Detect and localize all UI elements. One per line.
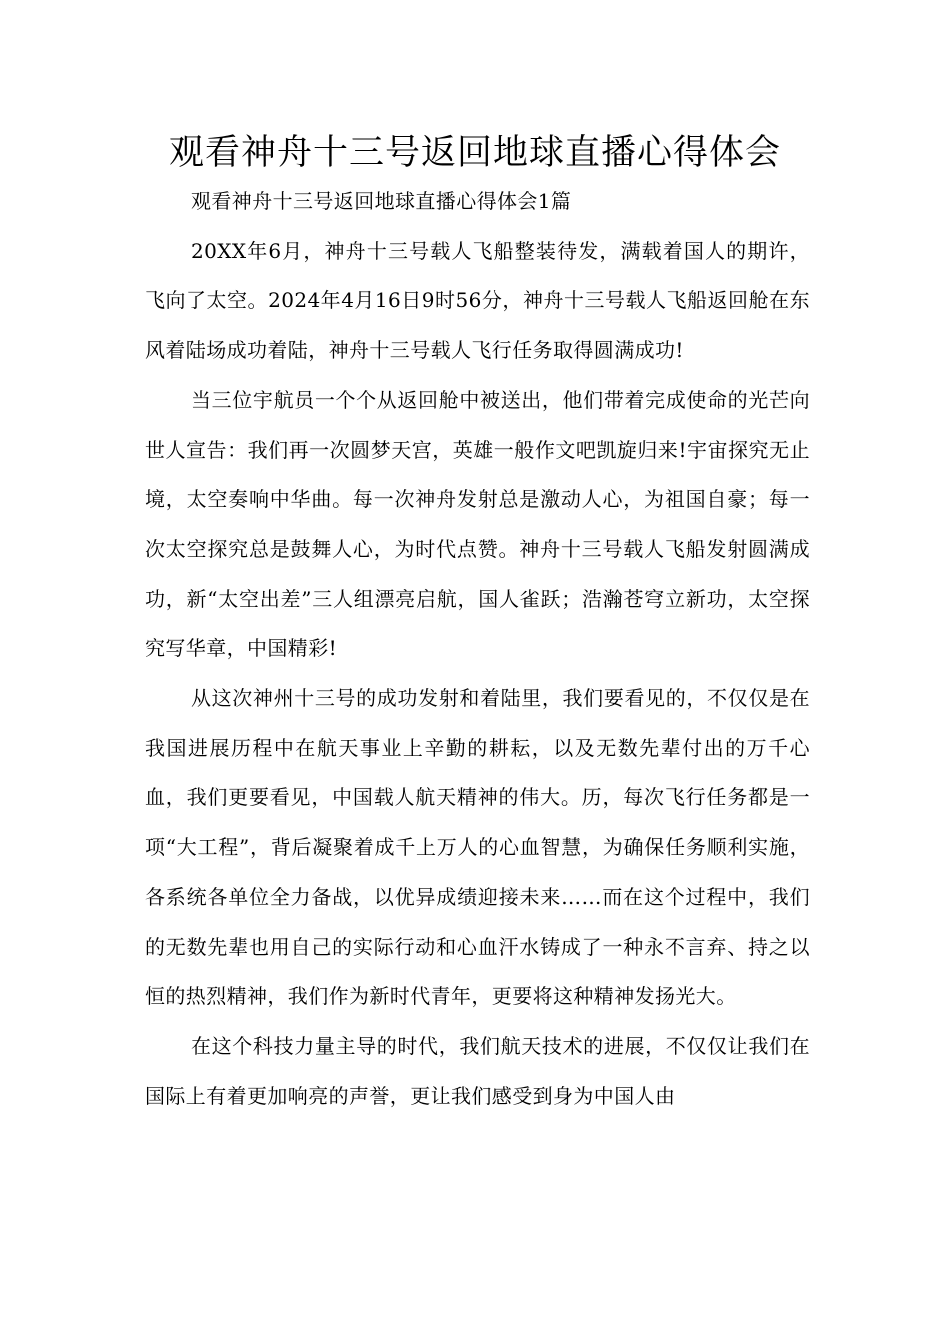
paragraph: 在这个科技力量主导的时代，我们航天技术的进展，不仅仅让我们在国际上有着更加响亮的声誉，更让我们感受到身为中国人由 — [145, 1033, 810, 1108]
document-title: 观看神舟十三号返回地球直播心得体会 — [168, 133, 781, 173]
paragraph: 从这次神州十三号的成功发射和着陆里，我们要看见的，不仅仅是在我国进展历程中在航天事业上辛勤的耕耘，以及无数先辈付出的万千心血，我们更要看见，中国载人航天精神的伟大。历，每次飞行任务都是一项“大工程”，背后凝聚着成千上万人的心血智慧，为确保任务顺利实施，各系统各单位全力备战，以优异成绩迎接未来……而在这个过程中，我们的无数先辈也用自己的实际行动和心血汗水铸成了一种永不言弃、持之以恒的热烈精神，我们作为新时代青年，更要将这种精神发扬光大。 — [145, 686, 810, 1009]
document-body — [145, 177, 810, 1121]
paragraph: 当三位宇航员一个个从返回舱中被送出，他们带着完成使命的光芒向世人宣告：我们再一次圆梦天宫，英雄一般作文吧凯旋归来!宇宙探究无止境，太空奏响中华曲。每一次神舟发射总是激动人心，为祖国自豪；每一次太空探究总是鼓舞人心，为时代点赞。神舟十三号载人飞船发射圆满成功，新“太空出差”三人组漂亮启航，国人雀跃；浩瀚苍穹立新功，太空探究写华章，中国精彩! — [145, 387, 810, 661]
paragraph: 20XX年6月，神舟十三号载人飞船整装待发，满载着国人的期许，飞向了太空。2024年4月16日9时56分，神舟十三号载人飞船返回舱在东风着陆场成功着陆，神舟十三号载人飞行任务取得圆满成功! — [145, 238, 810, 363]
document-subtitle: 观看神舟十三号返回地球直播心得体会1篇 — [191, 189, 572, 213]
